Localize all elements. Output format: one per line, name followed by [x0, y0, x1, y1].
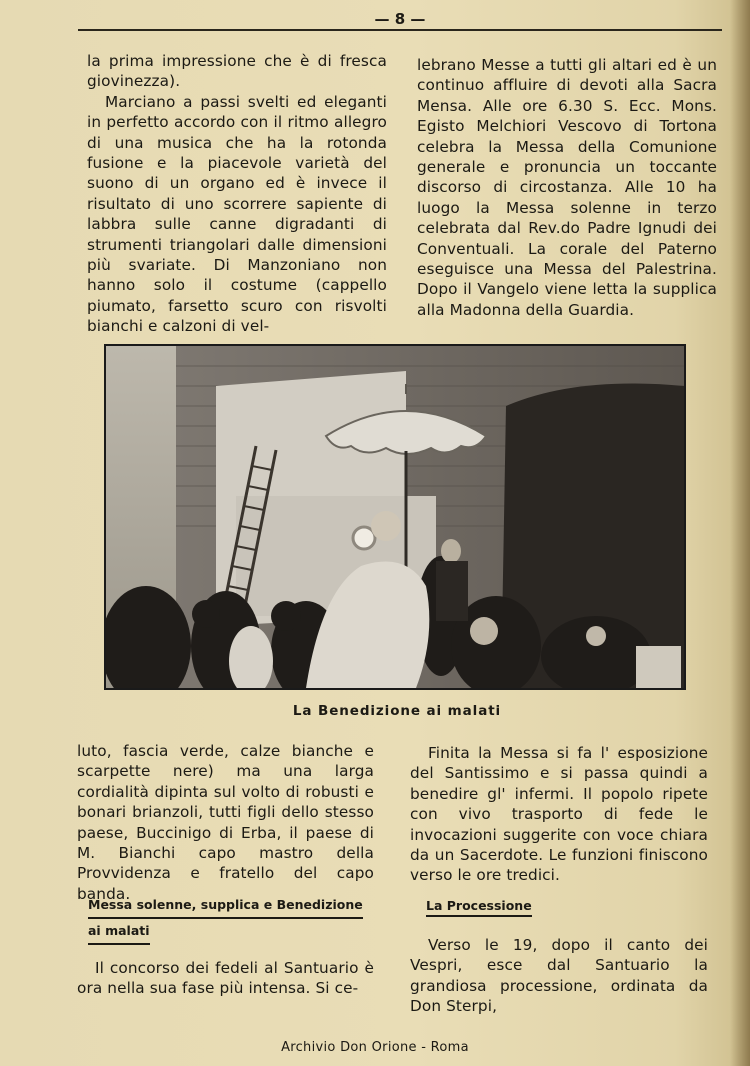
heading-line: Messa solenne, supplica e Benedizione	[88, 893, 363, 919]
page-number: — 8 —	[370, 10, 430, 28]
column-left-top	[87, 51, 387, 337]
column-right-bottom-continued	[410, 935, 708, 1017]
heading-line: ai malati	[88, 919, 150, 945]
section-heading-messa	[88, 893, 378, 945]
paragraph: Finita la Messa si fa l' esposizione del Santissimo e si passa quindi a benedire gl' infermi. Il popolo ripete con vivo trasporto di fede le invocazioni suggerite con voce chiara da un Sacerdote. Le funzioni finiscono verso le ore tredici.	[410, 744, 708, 885]
photo-caption: La Benedizione ai malati	[292, 703, 502, 719]
column-left-bottom	[77, 741, 374, 904]
photo-benediction	[104, 344, 686, 690]
column-right-bottom	[410, 743, 708, 886]
paragraph: la prima impressione che è di fresca giovinezza).	[87, 52, 387, 91]
header-rule	[78, 29, 722, 31]
paragraph: Marciano a passi svelti ed eleganti in perfetto accordo con il ritmo allegro di una musica che ha la rotonda fusione e la piacevole varietà del suono di un organo ed è invece il risultato di uno scorrere sapiente di labbra sulle canne digradanti di strumenti triangolari dalle dimensioni più svariate. Di Manzoniano non hanno solo il costume (cappello piumato, farsetto scuro con risvolti bianchi e calzoni di vel-	[87, 92, 387, 336]
paragraph: lebrano Messe a tutti gli altari ed è un continuo affluire di devoti alla Sacra Mensa. Alle ore 6.30 S. Ecc. Mons. Egisto Melchiori Vescovo di Tortona celebra la Messa della Comunione generale e pronuncia un toccante discorso di circostanza. Alle 10 ha luogo la Messa solenne in terzo celebrata dal Rev.do Padre Ignudi dei Conventuali. La corale del Paterno eseguisce una Messa del Palestrina. Dopo il Vangelo viene letta la supplica alla Madonna della Guardia.	[417, 56, 717, 319]
archive-footer: Archivio Don Orione - Roma	[281, 1040, 469, 1055]
paragraph: luto, fascia verde, calze bianche e scarpette nere) ma una larga cordialità dipinta sul volto di robusti e bonari brianzoli, tutti figli dello stesso paese, Buccinigo di Erba, il paese di M. Bianchi capo mastro della Provvidenza e fratello del capo banda.	[77, 742, 374, 903]
section-heading-processione: La Processione	[426, 898, 532, 917]
paragraph: Verso le 19, dopo il canto dei Vespri, esce dal Santuario la grandiosa processione, ordinata da Don Sterpi,	[410, 936, 708, 1016]
page-edge-shadow	[730, 0, 750, 1066]
column-right-top	[417, 55, 717, 320]
column-left-bottom-continued	[77, 958, 374, 999]
paragraph: Il concorso dei fedeli al Santuario è ora nella sua fase più intensa. Si ce-	[77, 959, 374, 998]
